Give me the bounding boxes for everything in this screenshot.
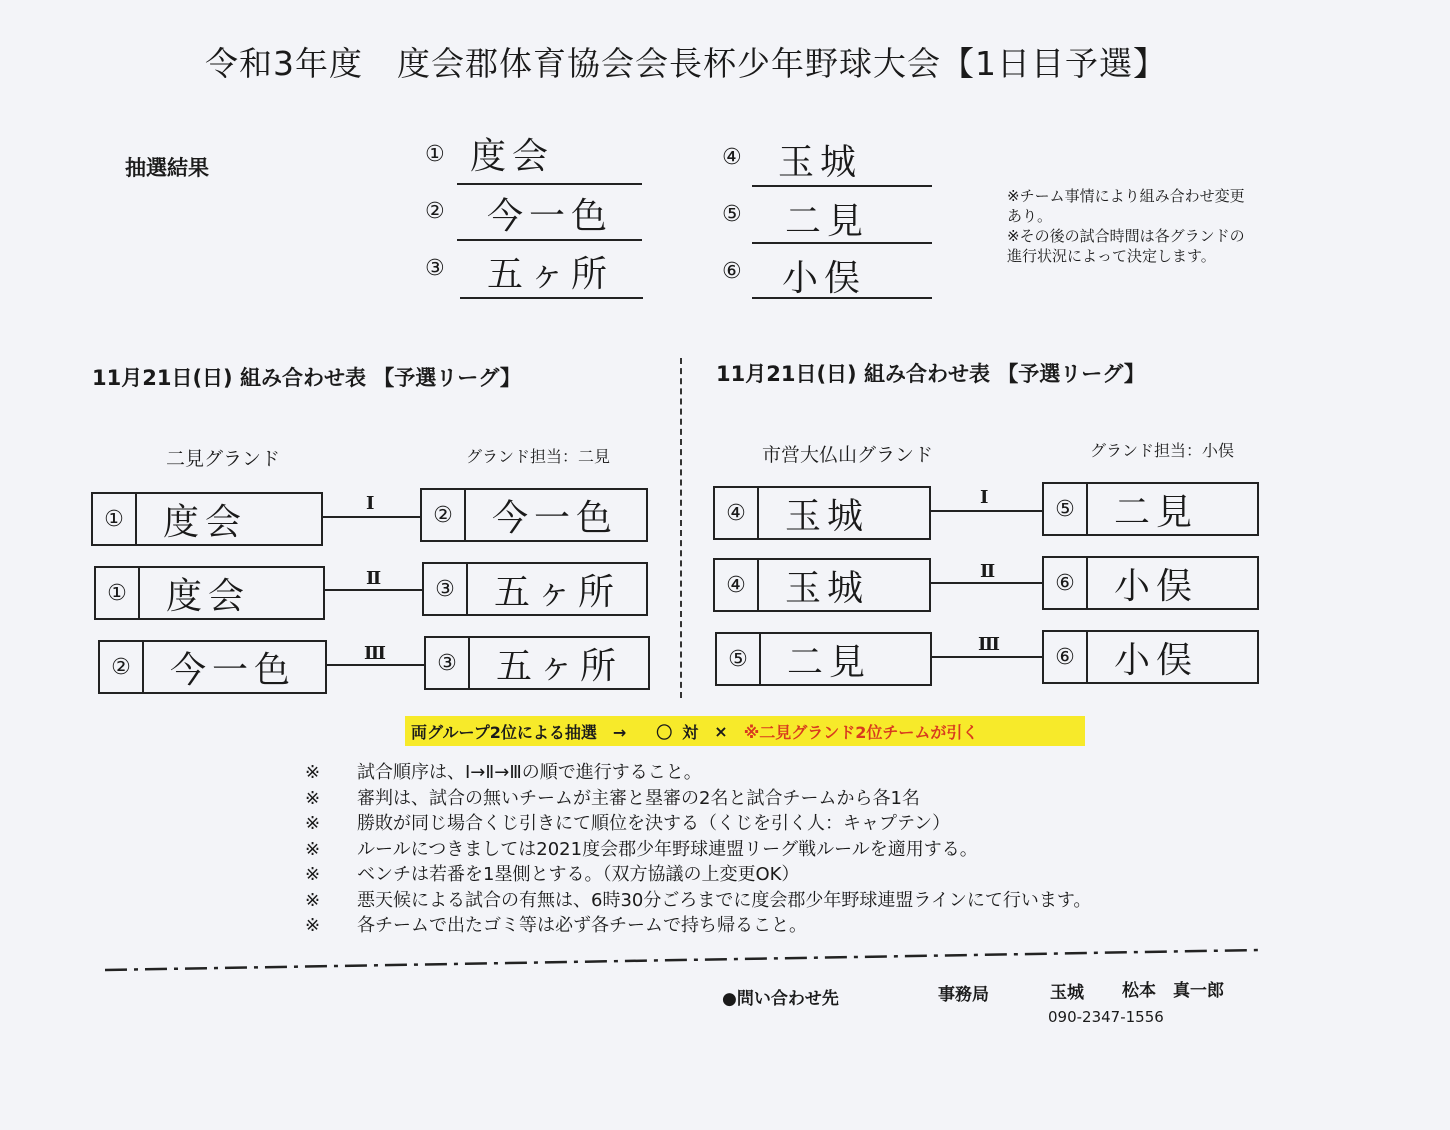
team-number: ①	[96, 568, 140, 618]
draw-number: ④	[722, 145, 742, 170]
draw-note: ※チーム事情により組み合わせ変更あり。 ※その後の試合時間は各グランドの進行状況によって決定します。	[1007, 187, 1245, 265]
draw-number: ⑥	[722, 259, 742, 284]
team-name: 小俣	[1114, 639, 1199, 681]
team-name: 今一色	[170, 649, 297, 691]
right-game3-team-b	[1042, 630, 1259, 684]
team-name: 二見	[1114, 491, 1199, 533]
draw-number: ③	[425, 256, 445, 281]
draw-underline	[457, 237, 642, 241]
rule-item: ※ ベンチは若番を1塁側とする。（双方協議の上変更OK）	[305, 864, 800, 885]
draw-team: 小俣	[782, 258, 867, 299]
draw-results-label: 抽選結果	[125, 156, 209, 180]
rule-item: ※ 試合順序は、Ⅰ→Ⅱ→Ⅲの順で進行すること。	[305, 762, 702, 783]
left-game3-round: Ⅲ	[364, 643, 386, 664]
team-number: ④	[715, 488, 759, 538]
right-game2-team-a	[713, 558, 931, 612]
draw-team: 度会	[470, 136, 555, 177]
draw-team: 五ヶ所	[487, 254, 614, 295]
draw-number: ①	[425, 142, 445, 167]
contact-person: 松本 真一郎	[1122, 981, 1224, 1001]
contact-phone: 090-2347-1556	[1048, 1008, 1164, 1026]
rule-item: ※ 悪天候による試合の有無は、6時30分ごろまでに度会郡少年野球連盟ラインにて行います。	[305, 889, 1092, 911]
contact-town: 玉城	[1050, 983, 1084, 1003]
team-number: ③	[426, 638, 470, 688]
draw-team: 今一色	[487, 196, 614, 237]
match-line	[323, 516, 420, 518]
circle-mark: 〇	[656, 722, 673, 742]
team-number: ⑤	[717, 634, 761, 684]
lottery-banner	[405, 716, 1085, 746]
match-line	[327, 664, 424, 666]
rule-item: ※ 審判は、試合の無いチームが主審と塁審の2名と試合チームから各1名	[305, 787, 920, 809]
team-name: 二見	[787, 641, 872, 683]
left-game2-team-a	[94, 566, 325, 620]
rule-item: ※ ルールにつきましては2021度会郡少年野球連盟リーグ戦ルールを適用する。	[305, 838, 978, 860]
team-name: 玉城	[785, 567, 870, 609]
right-game1-team-a	[713, 486, 931, 540]
left-ground-manager: グランド担当：二見	[466, 447, 611, 466]
right-game3-round: Ⅲ	[978, 634, 1000, 655]
draw-number: ⑤	[722, 202, 742, 227]
draw-underline	[752, 183, 932, 187]
team-name: 玉城	[785, 495, 870, 537]
footer-dash-line	[105, 948, 1260, 974]
draw-team: 二見	[785, 201, 870, 242]
left-game1-round: Ⅰ	[366, 493, 375, 514]
right-game2-round: Ⅱ	[980, 561, 996, 582]
right-game2-team-b	[1042, 556, 1259, 610]
match-line	[932, 656, 1042, 658]
match-line	[325, 589, 422, 591]
left-game2-team-b	[422, 562, 648, 616]
contact-label: ●問い合わせ先	[722, 989, 839, 1009]
cross-mark: ×	[714, 721, 728, 741]
left-game2-round: Ⅱ	[366, 568, 382, 589]
left-game3-team-a	[98, 640, 327, 694]
contact-office: 事務局	[938, 985, 989, 1005]
team-number: ⑤	[1044, 484, 1088, 534]
team-number: ⑥	[1044, 558, 1088, 608]
team-number: ④	[715, 560, 759, 610]
match-line	[931, 510, 1042, 512]
team-number: ②	[100, 642, 144, 692]
team-name: 度会	[166, 575, 251, 617]
left-schedule-title: 11月21日(日) 組み合わせ表 【予選リーグ】	[92, 366, 521, 390]
team-name: 今一色	[492, 497, 619, 539]
right-game1-team-b	[1042, 482, 1259, 536]
match-line	[931, 582, 1042, 584]
center-divider	[680, 358, 682, 698]
right-schedule-title: 11月21日(日) 組み合わせ表 【予選リーグ】	[716, 362, 1145, 386]
draw-team: 玉城	[778, 142, 863, 183]
left-game3-team-b	[424, 636, 650, 690]
draw-number: ②	[425, 199, 445, 224]
right-game1-round: Ⅰ	[980, 487, 989, 508]
team-name: 度会	[163, 501, 248, 543]
team-name: 五ヶ所	[496, 645, 623, 687]
right-ground-manager: グランド担当：小俣	[1090, 441, 1235, 460]
left-game1-team-b	[420, 488, 648, 542]
rule-item: ※ 各チームで出たゴミ等は必ず各チームで持ち帰ること。	[305, 915, 807, 936]
vs-label: 対	[682, 722, 699, 742]
team-number: ⑥	[1044, 632, 1088, 682]
team-number: ②	[422, 490, 466, 540]
lottery-text: 両グループ2位による抽選 →	[411, 722, 627, 742]
draw-underline	[460, 295, 643, 299]
draw-underline	[752, 240, 932, 244]
team-number: ①	[93, 494, 137, 544]
page-title: 令和3年度 度会郡体育協会会長杯少年野球大会【1日目予選】	[205, 44, 1167, 83]
draw-underline	[752, 295, 932, 299]
right-game3-team-a	[715, 632, 932, 686]
lottery-note: ※二見グランド2位チームが引く	[743, 722, 979, 742]
team-number: ③	[424, 564, 468, 614]
rules-list	[305, 760, 1091, 939]
team-name: 五ヶ所	[494, 571, 621, 613]
team-name: 小俣	[1114, 565, 1199, 607]
left-game1-team-a	[91, 492, 323, 546]
rule-item: ※ 勝敗が同じ場合くじ引きにて順位を決する（くじを引く人：キャプテン）	[305, 813, 951, 834]
left-ground-name: 二見グランド	[166, 448, 281, 470]
right-ground-name: 市営大仏山グランド	[762, 444, 934, 466]
draw-underline	[457, 181, 642, 185]
